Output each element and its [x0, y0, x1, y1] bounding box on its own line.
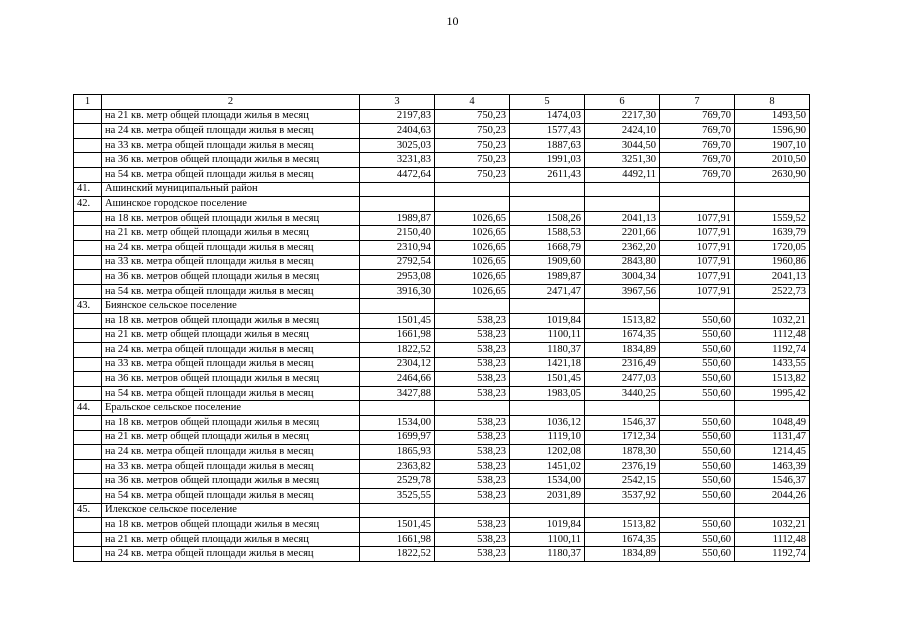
value-cell: 1989,87: [360, 211, 435, 226]
row-label: на 18 кв. метров общей площади жилья в месяц: [102, 416, 360, 431]
value-cell: 1887,63: [510, 138, 585, 153]
value-cell: 2529,78: [360, 474, 435, 489]
value-cell: 3967,56: [585, 284, 660, 299]
section-row: [74, 182, 810, 197]
value-cell: 1674,35: [585, 328, 660, 343]
value-cell: [360, 299, 435, 314]
value-cell: 2792,54: [360, 255, 435, 270]
row-number: [74, 357, 102, 372]
value-cell: 1202,08: [510, 445, 585, 460]
table-row: [74, 167, 810, 182]
table-row: [74, 547, 810, 562]
value-cell: 2044,26: [735, 489, 810, 504]
value-cell: 1995,42: [735, 386, 810, 401]
value-cell: 1720,05: [735, 240, 810, 255]
row-number: [74, 445, 102, 460]
section-row: [74, 299, 810, 314]
value-cell: 1463,39: [735, 459, 810, 474]
value-cell: 769,70: [660, 109, 735, 124]
value-cell: 750,23: [435, 138, 510, 153]
value-cell: 1907,10: [735, 138, 810, 153]
value-cell: 1588,53: [510, 226, 585, 241]
value-cell: [585, 182, 660, 197]
value-cell: 1534,00: [360, 416, 435, 431]
value-cell: 3525,55: [360, 489, 435, 504]
table-row: [74, 518, 810, 533]
value-cell: [660, 299, 735, 314]
value-cell: 2953,08: [360, 270, 435, 285]
value-cell: 1032,21: [735, 518, 810, 533]
row-number: [74, 343, 102, 358]
value-cell: 2542,15: [585, 474, 660, 489]
row-label: на 33 кв. метра общей площади жилья в месяц: [102, 459, 360, 474]
column-header: 6: [585, 95, 660, 110]
value-cell: 1026,65: [435, 211, 510, 226]
value-cell: 2201,66: [585, 226, 660, 241]
row-number: [74, 430, 102, 445]
value-cell: [585, 401, 660, 416]
row-number: [74, 547, 102, 562]
value-cell: 1100,11: [510, 532, 585, 547]
value-cell: 2611,43: [510, 167, 585, 182]
row-label: на 54 кв. метра общей площади жилья в месяц: [102, 489, 360, 504]
value-cell: 2843,80: [585, 255, 660, 270]
value-cell: 1036,12: [510, 416, 585, 431]
value-cell: 1192,74: [735, 343, 810, 358]
table-row: [74, 343, 810, 358]
value-cell: 1019,84: [510, 313, 585, 328]
value-cell: 1596,90: [735, 124, 810, 139]
row-label: на 36 кв. метров общей площади жилья в месяц: [102, 372, 360, 387]
row-label: на 18 кв. метров общей площади жилья в месяц: [102, 518, 360, 533]
value-cell: 2376,19: [585, 459, 660, 474]
value-cell: 1661,98: [360, 328, 435, 343]
value-cell: [585, 299, 660, 314]
row-number: [74, 153, 102, 168]
value-cell: 2477,03: [585, 372, 660, 387]
value-cell: 1513,82: [735, 372, 810, 387]
row-label: на 24 кв. метра общей площади жилья в месяц: [102, 124, 360, 139]
value-cell: 769,70: [660, 124, 735, 139]
column-header: 8: [735, 95, 810, 110]
value-cell: 538,23: [435, 430, 510, 445]
table-row: [74, 284, 810, 299]
table-row: [74, 211, 810, 226]
value-cell: 1421,18: [510, 357, 585, 372]
table-row: [74, 357, 810, 372]
value-cell: 2630,90: [735, 167, 810, 182]
value-cell: 1834,89: [585, 547, 660, 562]
row-number: 44.: [74, 401, 102, 416]
value-cell: 550,60: [660, 474, 735, 489]
value-cell: 3025,03: [360, 138, 435, 153]
value-cell: 550,60: [660, 518, 735, 533]
value-cell: 538,23: [435, 518, 510, 533]
value-cell: 538,23: [435, 459, 510, 474]
value-cell: 2464,66: [360, 372, 435, 387]
tariff-body: [74, 95, 810, 562]
value-cell: [360, 197, 435, 212]
value-cell: 3440,25: [585, 386, 660, 401]
table-row: [74, 138, 810, 153]
row-label: на 54 кв. метра общей площади жилья в месяц: [102, 386, 360, 401]
value-cell: [585, 197, 660, 212]
value-cell: 538,23: [435, 532, 510, 547]
value-cell: 1546,37: [735, 474, 810, 489]
value-cell: [735, 182, 810, 197]
value-cell: 538,23: [435, 547, 510, 562]
value-cell: 1192,74: [735, 547, 810, 562]
value-cell: 1668,79: [510, 240, 585, 255]
value-cell: 550,60: [660, 445, 735, 460]
row-number: [74, 489, 102, 504]
value-cell: [660, 401, 735, 416]
value-cell: 1639,79: [735, 226, 810, 241]
table-row: [74, 270, 810, 285]
section-title: Ашинское городское поселение: [102, 197, 360, 212]
value-cell: 3044,50: [585, 138, 660, 153]
table-row: [74, 372, 810, 387]
value-cell: 1501,45: [360, 518, 435, 533]
value-cell: 1026,65: [435, 270, 510, 285]
value-cell: 1989,87: [510, 270, 585, 285]
value-cell: 769,70: [660, 138, 735, 153]
table-row: [74, 313, 810, 328]
value-cell: 1513,82: [585, 313, 660, 328]
row-number: [74, 416, 102, 431]
value-cell: 550,60: [660, 386, 735, 401]
value-cell: 4472,64: [360, 167, 435, 182]
value-cell: [435, 197, 510, 212]
row-label: на 21 кв. метр общей площади жилья в месяц: [102, 532, 360, 547]
value-cell: 1546,37: [585, 416, 660, 431]
tariff-table: [73, 94, 810, 562]
value-cell: [510, 182, 585, 197]
column-header: 5: [510, 95, 585, 110]
value-cell: 1433,55: [735, 357, 810, 372]
table-row: [74, 255, 810, 270]
value-cell: 1559,52: [735, 211, 810, 226]
value-cell: [360, 503, 435, 518]
value-cell: 1960,86: [735, 255, 810, 270]
section-title: Илекское сельское поселение: [102, 503, 360, 518]
table-row: [74, 445, 810, 460]
row-number: [74, 372, 102, 387]
value-cell: 550,60: [660, 459, 735, 474]
value-cell: [435, 182, 510, 197]
value-cell: [435, 299, 510, 314]
row-label: на 24 кв. метра общей площади жилья в месяц: [102, 343, 360, 358]
row-number: [74, 313, 102, 328]
value-cell: [660, 197, 735, 212]
value-cell: 550,60: [660, 343, 735, 358]
value-cell: [660, 503, 735, 518]
value-cell: 538,23: [435, 386, 510, 401]
row-label: на 24 кв. метра общей площади жилья в месяц: [102, 445, 360, 460]
value-cell: 3916,30: [360, 284, 435, 299]
value-cell: 1180,37: [510, 547, 585, 562]
column-header: 4: [435, 95, 510, 110]
value-cell: 3231,83: [360, 153, 435, 168]
value-cell: [510, 299, 585, 314]
value-cell: 538,23: [435, 328, 510, 343]
page-number: 10: [446, 14, 459, 28]
value-cell: 3251,30: [585, 153, 660, 168]
value-cell: 1493,50: [735, 109, 810, 124]
value-cell: 1026,65: [435, 284, 510, 299]
value-cell: 550,60: [660, 372, 735, 387]
value-cell: 1577,43: [510, 124, 585, 139]
value-cell: 1026,65: [435, 255, 510, 270]
value-cell: 750,23: [435, 124, 510, 139]
row-number: 43.: [74, 299, 102, 314]
row-label: на 21 кв. метр общей площади жилья в месяц: [102, 328, 360, 343]
value-cell: [735, 401, 810, 416]
value-cell: 2304,12: [360, 357, 435, 372]
row-label: на 33 кв. метра общей площади жилья в месяц: [102, 138, 360, 153]
row-label: на 18 кв. метров общей площади жилья в месяц: [102, 313, 360, 328]
value-cell: 750,23: [435, 109, 510, 124]
value-cell: 550,60: [660, 430, 735, 445]
value-cell: 1026,65: [435, 240, 510, 255]
row-number: [74, 124, 102, 139]
row-number: [74, 518, 102, 533]
value-cell: [660, 182, 735, 197]
value-cell: 1077,91: [660, 270, 735, 285]
row-number: 45.: [74, 503, 102, 518]
row-number: [74, 532, 102, 547]
header-row: [74, 95, 810, 110]
row-number: [74, 284, 102, 299]
row-number: [74, 255, 102, 270]
value-cell: 2150,40: [360, 226, 435, 241]
value-cell: 2041,13: [735, 270, 810, 285]
row-label: на 33 кв. метра общей площади жилья в месяц: [102, 255, 360, 270]
section-row: [74, 197, 810, 212]
row-label: на 21 кв. метр общей площади жилья в месяц: [102, 109, 360, 124]
row-number: [74, 270, 102, 285]
row-number: [74, 167, 102, 182]
row-number: 42.: [74, 197, 102, 212]
row-label: на 36 кв. метров общей площади жилья в месяц: [102, 474, 360, 489]
value-cell: 1712,34: [585, 430, 660, 445]
row-number: [74, 328, 102, 343]
value-cell: 538,23: [435, 474, 510, 489]
value-cell: 1077,91: [660, 284, 735, 299]
value-cell: [735, 299, 810, 314]
table-row: [74, 474, 810, 489]
value-cell: 550,60: [660, 416, 735, 431]
row-label: на 24 кв. метра общей площади жилья в месяц: [102, 240, 360, 255]
value-cell: 1699,97: [360, 430, 435, 445]
table-row: [74, 386, 810, 401]
value-cell: [735, 503, 810, 518]
value-cell: [435, 503, 510, 518]
value-cell: 2310,94: [360, 240, 435, 255]
value-cell: 2197,83: [360, 109, 435, 124]
value-cell: 1983,05: [510, 386, 585, 401]
value-cell: 1513,82: [585, 518, 660, 533]
row-label: на 18 кв. метров общей площади жилья в месяц: [102, 211, 360, 226]
value-cell: 538,23: [435, 357, 510, 372]
table-row: [74, 153, 810, 168]
row-number: [74, 109, 102, 124]
row-number: [74, 226, 102, 241]
value-cell: 538,23: [435, 372, 510, 387]
value-cell: 1674,35: [585, 532, 660, 547]
table-row: [74, 459, 810, 474]
section-title: Ашинский муниципальный район: [102, 182, 360, 197]
row-label: на 33 кв. метра общей площади жилья в месяц: [102, 357, 360, 372]
row-number: [74, 240, 102, 255]
value-cell: 538,23: [435, 343, 510, 358]
value-cell: 769,70: [660, 153, 735, 168]
value-cell: 538,23: [435, 416, 510, 431]
value-cell: 1048,49: [735, 416, 810, 431]
value-cell: 2362,20: [585, 240, 660, 255]
value-cell: 1112,48: [735, 328, 810, 343]
value-cell: 2424,10: [585, 124, 660, 139]
table-row: [74, 226, 810, 241]
section-row: [74, 503, 810, 518]
value-cell: [360, 401, 435, 416]
value-cell: [510, 197, 585, 212]
value-cell: 1822,52: [360, 343, 435, 358]
table-row: [74, 109, 810, 124]
value-cell: 1077,91: [660, 240, 735, 255]
value-cell: 550,60: [660, 532, 735, 547]
value-cell: 1119,10: [510, 430, 585, 445]
value-cell: 3427,88: [360, 386, 435, 401]
column-header: 2: [102, 95, 360, 110]
value-cell: 1032,21: [735, 313, 810, 328]
value-cell: 750,23: [435, 167, 510, 182]
value-cell: 1909,60: [510, 255, 585, 270]
value-cell: [735, 197, 810, 212]
value-cell: 550,60: [660, 489, 735, 504]
value-cell: 1112,48: [735, 532, 810, 547]
row-label: на 36 кв. метров общей площади жилья в месяц: [102, 270, 360, 285]
value-cell: 550,60: [660, 547, 735, 562]
row-number: [74, 459, 102, 474]
row-number: [74, 386, 102, 401]
row-label: на 36 кв. метров общей площади жилья в месяц: [102, 153, 360, 168]
value-cell: 1180,37: [510, 343, 585, 358]
section-title: Биянское сельское поселение: [102, 299, 360, 314]
row-label: на 24 кв. метра общей площади жилья в месяц: [102, 547, 360, 562]
value-cell: 1077,91: [660, 255, 735, 270]
value-cell: 1131,47: [735, 430, 810, 445]
value-cell: 1019,84: [510, 518, 585, 533]
value-cell: 2522,73: [735, 284, 810, 299]
value-cell: 2404,63: [360, 124, 435, 139]
value-cell: 2217,30: [585, 109, 660, 124]
value-cell: 538,23: [435, 313, 510, 328]
value-cell: 769,70: [660, 167, 735, 182]
value-cell: 750,23: [435, 153, 510, 168]
table-row: [74, 328, 810, 343]
table-row: [74, 532, 810, 547]
value-cell: 1214,45: [735, 445, 810, 460]
value-cell: 1026,65: [435, 226, 510, 241]
row-label: на 54 кв. метра общей площади жилья в месяц: [102, 167, 360, 182]
value-cell: 538,23: [435, 445, 510, 460]
value-cell: 1501,45: [510, 372, 585, 387]
value-cell: 1451,02: [510, 459, 585, 474]
value-cell: 1878,30: [585, 445, 660, 460]
row-label: на 21 кв. метр общей площади жилья в месяц: [102, 430, 360, 445]
value-cell: 1661,98: [360, 532, 435, 547]
row-number: [74, 474, 102, 489]
value-cell: [585, 503, 660, 518]
value-cell: [435, 401, 510, 416]
row-label: на 54 кв. метра общей площади жилья в месяц: [102, 284, 360, 299]
column-header: 3: [360, 95, 435, 110]
value-cell: 550,60: [660, 313, 735, 328]
value-cell: 2010,50: [735, 153, 810, 168]
value-cell: 4492,11: [585, 167, 660, 182]
section-row: [74, 401, 810, 416]
value-cell: 2031,89: [510, 489, 585, 504]
value-cell: 538,23: [435, 489, 510, 504]
table-row: [74, 489, 810, 504]
row-number: [74, 138, 102, 153]
value-cell: 1508,26: [510, 211, 585, 226]
value-cell: 2363,82: [360, 459, 435, 474]
row-number: 41.: [74, 182, 102, 197]
section-title: Еральское сельское поселение: [102, 401, 360, 416]
value-cell: 1077,91: [660, 211, 735, 226]
column-header: 1: [74, 95, 102, 110]
value-cell: 1865,93: [360, 445, 435, 460]
value-cell: 3004,34: [585, 270, 660, 285]
table-row: [74, 240, 810, 255]
value-cell: 1991,03: [510, 153, 585, 168]
value-cell: [510, 503, 585, 518]
value-cell: 1501,45: [360, 313, 435, 328]
value-cell: 1534,00: [510, 474, 585, 489]
table-row: [74, 416, 810, 431]
value-cell: 1834,89: [585, 343, 660, 358]
value-cell: 3537,92: [585, 489, 660, 504]
value-cell: 550,60: [660, 357, 735, 372]
table-row: [74, 124, 810, 139]
value-cell: 2041,13: [585, 211, 660, 226]
value-cell: 2471,47: [510, 284, 585, 299]
row-label: на 21 кв. метр общей площади жилья в месяц: [102, 226, 360, 241]
value-cell: 550,60: [660, 328, 735, 343]
value-cell: [360, 182, 435, 197]
value-cell: 2316,49: [585, 357, 660, 372]
value-cell: 1100,11: [510, 328, 585, 343]
value-cell: 1474,03: [510, 109, 585, 124]
value-cell: 1077,91: [660, 226, 735, 241]
value-cell: [510, 401, 585, 416]
table-row: [74, 430, 810, 445]
row-number: [74, 211, 102, 226]
value-cell: 1822,52: [360, 547, 435, 562]
column-header: 7: [660, 95, 735, 110]
